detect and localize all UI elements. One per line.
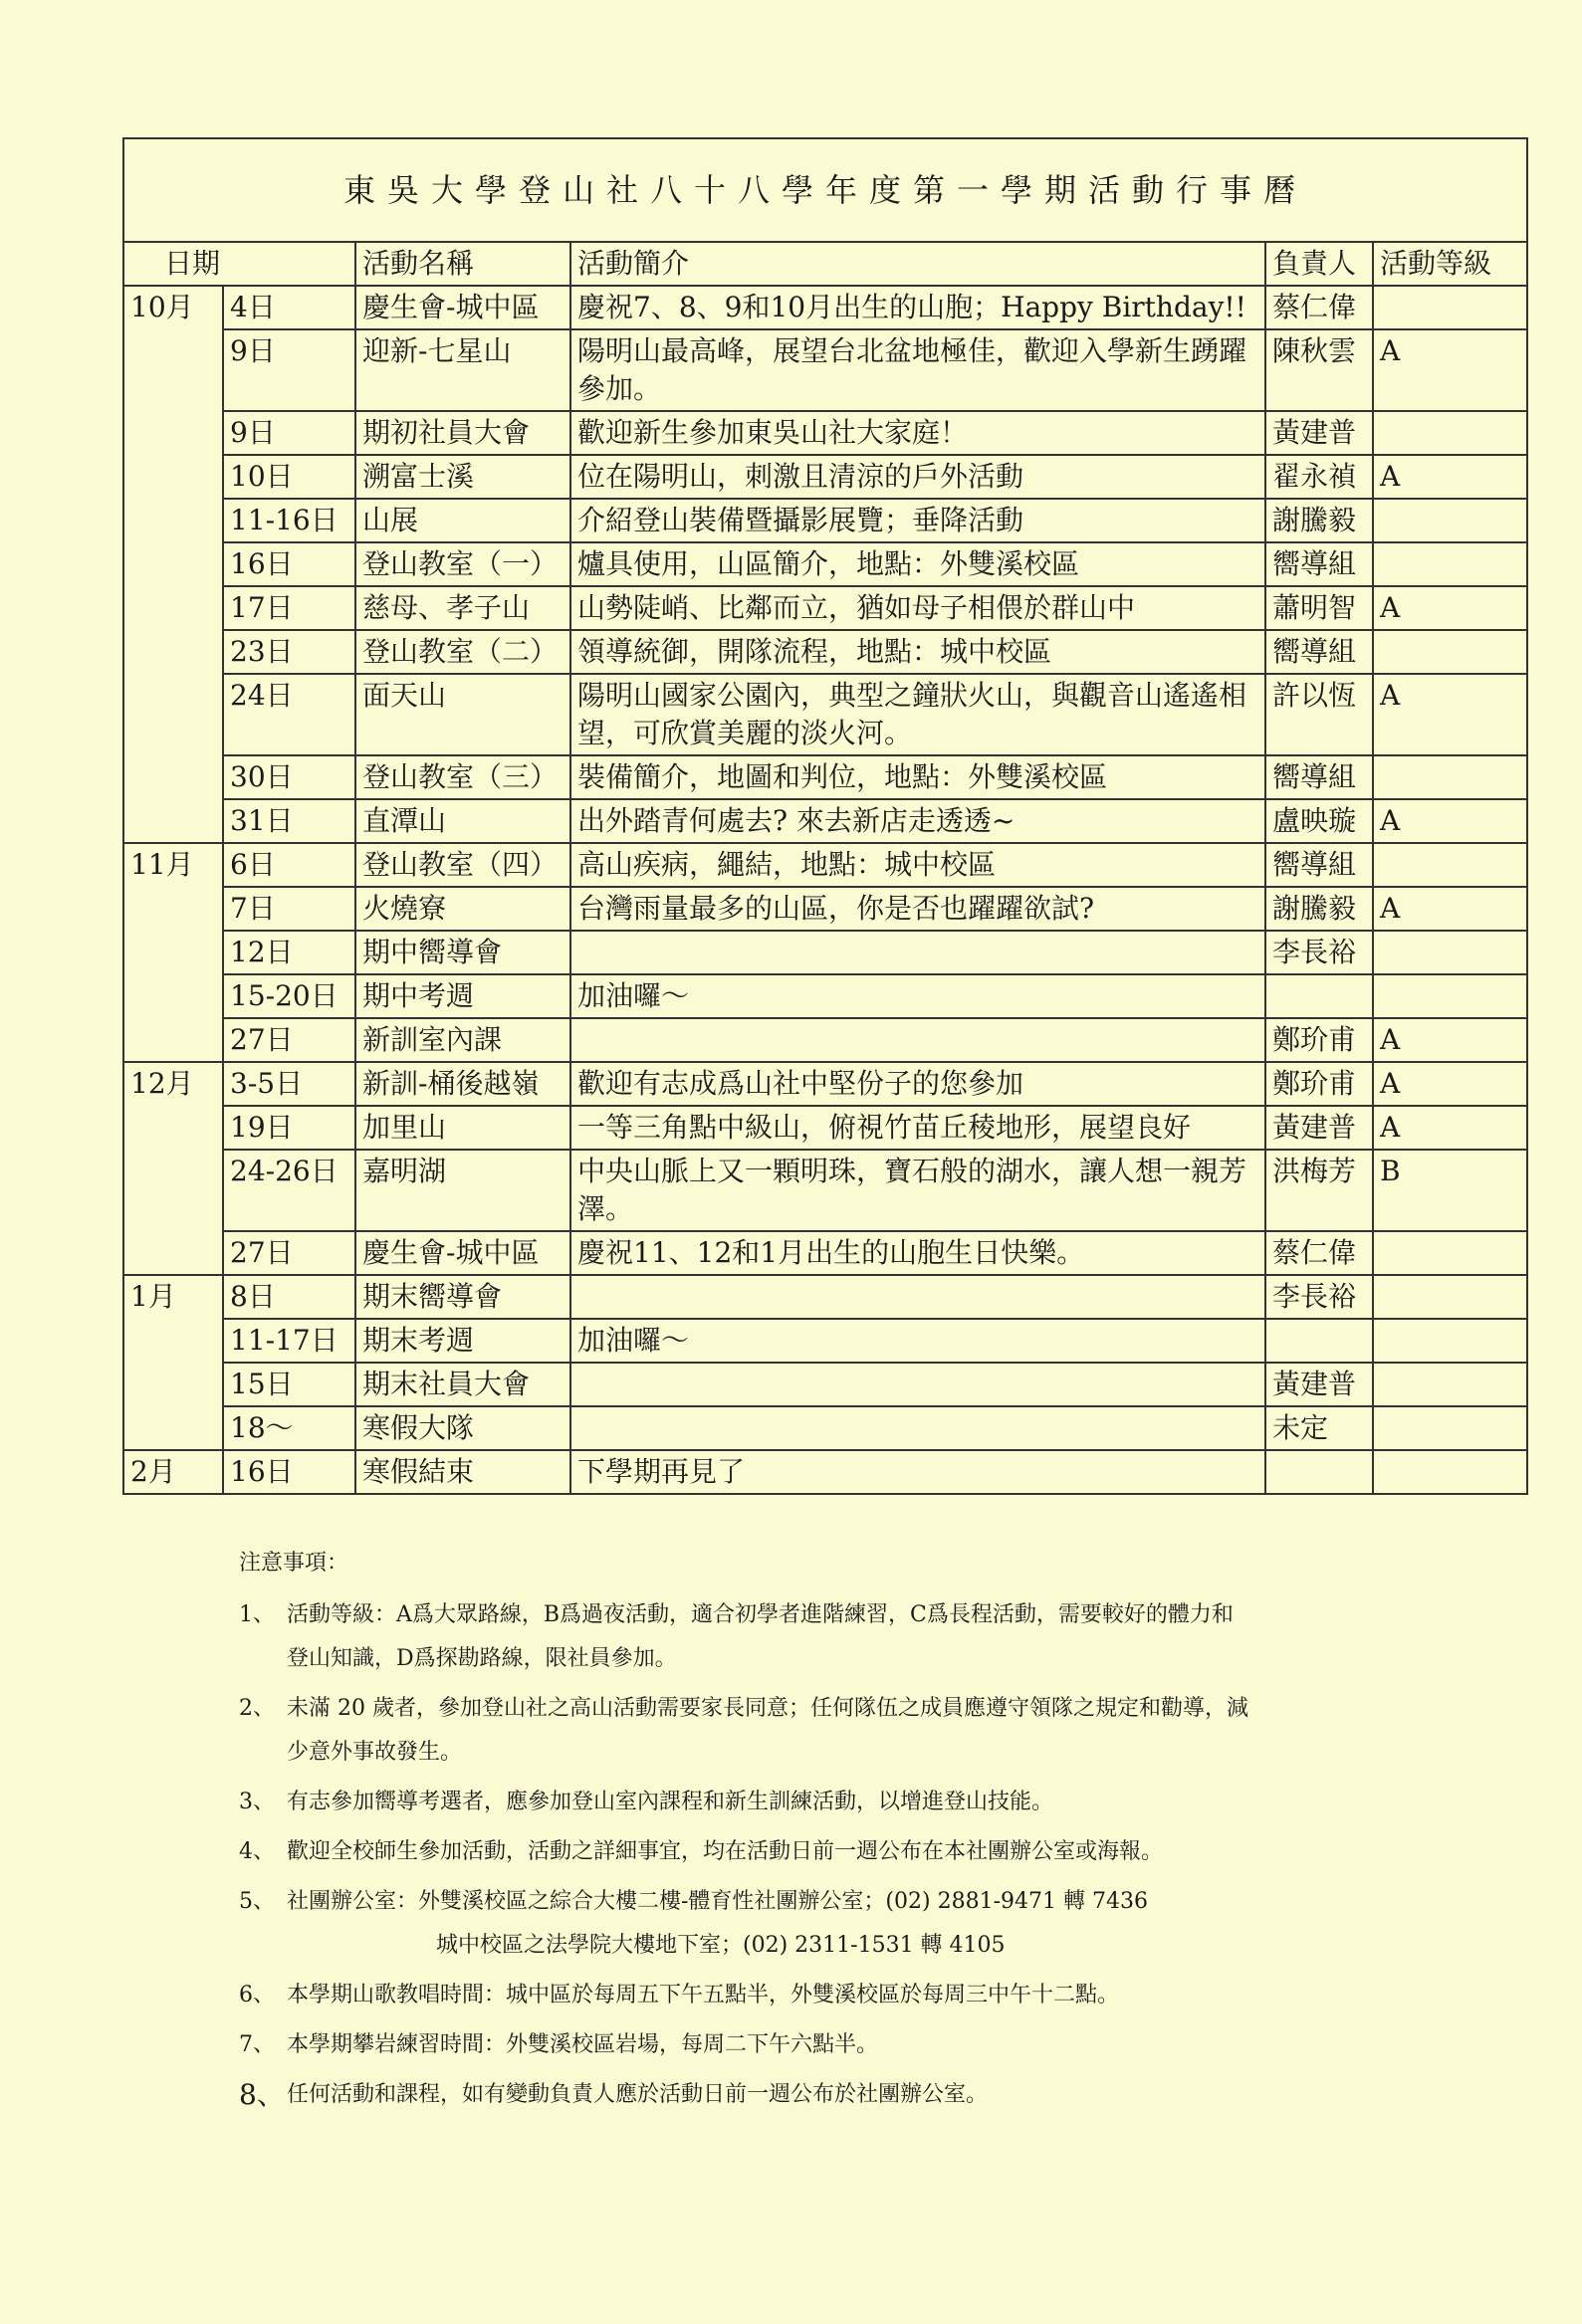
note-text: 未滿 20 歲者，參加登山社之高山活動需要家長同意；任何隊伍之成員應遵守領隊之規定和勸導，減 — [287, 1696, 1248, 1721]
owner-cell: 盧映璇 — [1265, 799, 1373, 843]
table-row — [123, 843, 1527, 887]
activity-desc-cell: 下學期再見了 — [570, 1450, 1265, 1494]
note-text: 活動等級：A爲大眾路線，B爲過夜活動，適合初學者進階練習，C爲長程活動，需要較好的體力和 — [287, 1602, 1234, 1627]
day-cell: 7日 — [223, 887, 355, 931]
table-row — [123, 974, 1527, 1018]
table-row — [123, 329, 1527, 411]
level-cell — [1373, 843, 1527, 887]
level-cell — [1373, 1363, 1527, 1406]
level-cell: A — [1373, 1106, 1527, 1150]
day-cell: 16日 — [223, 542, 355, 586]
table-row — [123, 1406, 1527, 1450]
owner-cell: 蔡仁偉 — [1265, 1231, 1373, 1275]
note-text: 本學期攀岩練習時間：外雙溪校區岩場，每周二下午六點半。 — [287, 2032, 879, 2057]
activity-desc-cell — [570, 1018, 1265, 1062]
activity-desc-cell: 慶祝7、8、9和10月出生的山胞；Happy Birthday!! — [570, 286, 1265, 329]
day-cell: 12日 — [223, 931, 355, 974]
notes-list — [239, 1599, 1473, 2111]
owner-cell — [1265, 974, 1373, 1018]
owner-cell: 嚮導組 — [1265, 542, 1373, 586]
owner-cell: 黃建普 — [1265, 1363, 1373, 1406]
table-row — [123, 799, 1527, 843]
activity-name-cell: 登山教室（一） — [355, 542, 570, 586]
activity-desc-cell: 歡迎新生參加東吳山社大家庭！ — [570, 411, 1265, 455]
owner-cell: 翟永禎 — [1265, 455, 1373, 499]
day-cell: 11-17日 — [223, 1319, 355, 1363]
owner-cell: 蕭明智 — [1265, 586, 1373, 630]
table-header-row — [123, 242, 1527, 286]
day-cell: 3-5日 — [223, 1062, 355, 1106]
owner-cell: 嚮導組 — [1265, 755, 1373, 799]
notes-heading: 注意事項： — [239, 1551, 349, 1576]
day-cell: 9日 — [223, 411, 355, 455]
activity-name-cell: 迎新-七星山 — [355, 329, 570, 411]
level-cell: A — [1373, 455, 1527, 499]
month-cell: 11月 — [123, 843, 223, 1062]
day-cell: 27日 — [223, 1018, 355, 1062]
activity-desc-cell: 介紹登山裝備暨攝影展覽；垂降活動 — [570, 499, 1265, 542]
activity-name-cell: 面天山 — [355, 674, 570, 755]
note-item — [239, 1693, 1473, 1769]
level-cell: A — [1373, 799, 1527, 843]
level-cell — [1373, 1275, 1527, 1319]
note-text-continued: 少意外事故發生。 — [287, 1740, 463, 1765]
activity-name-cell: 慈母、孝子山 — [355, 586, 570, 630]
day-cell: 24-26日 — [223, 1150, 355, 1231]
level-cell — [1373, 1406, 1527, 1450]
level-cell: A — [1373, 1062, 1527, 1106]
owner-cell: 嚮導組 — [1265, 630, 1373, 674]
table-row — [123, 286, 1527, 329]
activity-desc-cell — [570, 1406, 1265, 1450]
activity-desc-cell: 歡迎有志成爲山社中堅份子的您參加 — [570, 1062, 1265, 1106]
level-cell — [1373, 286, 1527, 329]
level-cell — [1373, 931, 1527, 974]
table-row — [123, 1450, 1527, 1494]
note-number: 6、 — [239, 1983, 275, 2007]
day-cell: 15日 — [223, 1363, 355, 1406]
level-cell: A — [1373, 887, 1527, 931]
table-row — [123, 1062, 1527, 1106]
owner-cell: 嚮導組 — [1265, 843, 1373, 887]
day-cell: 30日 — [223, 755, 355, 799]
table-row — [123, 1231, 1527, 1275]
table-row — [123, 586, 1527, 630]
table-row — [123, 931, 1527, 974]
activity-name-cell: 新訓-桶後越嶺 — [355, 1062, 570, 1106]
activity-desc-cell: 加油囉～ — [570, 1319, 1265, 1363]
day-cell: 27日 — [223, 1231, 355, 1275]
header-desc: 活動簡介 — [570, 242, 1265, 286]
activity-name-cell: 期中考週 — [355, 974, 570, 1018]
level-cell: A — [1373, 1018, 1527, 1062]
activity-name-cell: 寒假結束 — [355, 1450, 570, 1494]
day-cell: 31日 — [223, 799, 355, 843]
activity-name-cell: 期初社員大會 — [355, 411, 570, 455]
activity-desc-cell: 爐具使用，山區簡介，地點：外雙溪校區 — [570, 542, 1265, 586]
owner-cell: 未定 — [1265, 1406, 1373, 1450]
month-cell: 2月 — [123, 1450, 223, 1494]
day-cell: 23日 — [223, 630, 355, 674]
level-cell — [1373, 755, 1527, 799]
day-cell: 9日 — [223, 329, 355, 411]
level-cell — [1373, 1450, 1527, 1494]
activity-name-cell: 溯富士溪 — [355, 455, 570, 499]
note-item — [239, 1787, 1473, 1818]
day-cell: 17日 — [223, 586, 355, 630]
activity-desc-cell: 中央山脈上又一顆明珠，寶石般的湖水，讓人想一親芳澤。 — [570, 1150, 1265, 1231]
note-text-continued: 登山知識，D爲探勘路線，限社員參加。 — [287, 1646, 677, 1671]
note-number: 2、 — [239, 1696, 275, 1721]
activity-name-cell: 火燒寮 — [355, 887, 570, 931]
day-cell: 6日 — [223, 843, 355, 887]
table-row — [123, 499, 1527, 542]
table-row — [123, 630, 1527, 674]
header-owner: 負責人 — [1265, 242, 1373, 286]
day-cell: 15-20日 — [223, 974, 355, 1018]
note-text-indented: 城中校區之法學院大樓地下室；(02) 2311-1531 轉 4105 — [436, 1933, 1006, 1958]
day-cell: 16日 — [223, 1450, 355, 1494]
table-row — [123, 1018, 1527, 1062]
note-number: 4、 — [239, 1839, 275, 1864]
month-cell: 10月 — [123, 286, 223, 843]
owner-cell: 李長裕 — [1265, 931, 1373, 974]
note-text: 本學期山歌教唱時間：城中區於每周五下午五點半，外雙溪校區於每周三中午十二點。 — [287, 1983, 1120, 2007]
note-text: 任何活動和課程，如有變動負責人應於活動日前一週公布於社團辦公室。 — [287, 2082, 989, 2107]
note-item — [239, 1599, 1473, 1675]
activity-name-cell: 寒假大隊 — [355, 1406, 570, 1450]
day-cell: 19日 — [223, 1106, 355, 1150]
note-item — [239, 1980, 1473, 2011]
activity-name-cell: 慶生會-城中區 — [355, 286, 570, 329]
header-level: 活動等級 — [1373, 242, 1527, 286]
activity-desc-cell: 一等三角點中級山，俯視竹苗丘稜地形，展望良好 — [570, 1106, 1265, 1150]
note-text: 歡迎全校師生參加活動，活動之詳細事宜，均在活動日前一週公布在本社團辦公室或海報。 — [287, 1839, 1164, 1864]
note-number: 8、 — [239, 2078, 285, 2111]
owner-cell: 洪梅芳 — [1265, 1150, 1373, 1231]
day-cell: 8日 — [223, 1275, 355, 1319]
activity-name-cell: 登山教室（三） — [355, 755, 570, 799]
table-row — [123, 887, 1527, 931]
table-row — [123, 1319, 1527, 1363]
activity-name-cell: 直潭山 — [355, 799, 570, 843]
activity-desc-cell: 加油囉～ — [570, 974, 1265, 1018]
activity-name-cell: 期末嚮導會 — [355, 1275, 570, 1319]
level-cell — [1373, 1231, 1527, 1275]
activity-desc-cell: 慶祝11、12和1月出生的山胞生日快樂。 — [570, 1231, 1265, 1275]
activity-desc-cell: 裝備簡介，地圖和判位，地點：外雙溪校區 — [570, 755, 1265, 799]
activity-name-cell: 新訓室內課 — [355, 1018, 570, 1062]
note-number: 1、 — [239, 1602, 275, 1627]
owner-cell: 謝騰毅 — [1265, 887, 1373, 931]
owner-cell: 黃建普 — [1265, 1106, 1373, 1150]
level-cell: A — [1373, 674, 1527, 755]
activity-name-cell: 嘉明湖 — [355, 1150, 570, 1231]
activity-desc-cell — [570, 1363, 1265, 1406]
day-cell: 4日 — [223, 286, 355, 329]
schedule-table — [122, 137, 1528, 1495]
owner-cell: 謝騰毅 — [1265, 499, 1373, 542]
owner-cell: 陳秋雲 — [1265, 329, 1373, 411]
activity-desc-cell — [570, 931, 1265, 974]
note-item — [239, 2029, 1473, 2061]
activity-name-cell: 加里山 — [355, 1106, 570, 1150]
note-number: 7、 — [239, 2032, 275, 2057]
level-cell — [1373, 499, 1527, 542]
activity-name-cell: 慶生會-城中區 — [355, 1231, 570, 1275]
level-cell — [1373, 411, 1527, 455]
activity-desc-cell: 出外踏青何處去? 來去新店走透透~ — [570, 799, 1265, 843]
table-row — [123, 542, 1527, 586]
activity-desc-cell: 山勢陡峭、比鄰而立，猶如母子相偎於群山中 — [570, 586, 1265, 630]
table-row — [123, 1150, 1527, 1231]
day-cell: 18～ — [223, 1406, 355, 1450]
table-row — [123, 1275, 1527, 1319]
activity-name-cell: 期末考週 — [355, 1319, 570, 1363]
activity-name-cell: 期末社員大會 — [355, 1363, 570, 1406]
day-cell: 10日 — [223, 455, 355, 499]
month-cell: 12月 — [123, 1062, 223, 1275]
owner-cell: 鄭玠甫 — [1265, 1062, 1373, 1106]
header-date: 日期 — [123, 242, 355, 286]
schedule-body — [123, 286, 1527, 1494]
level-cell — [1373, 974, 1527, 1018]
activity-name-cell: 期中嚮導會 — [355, 931, 570, 974]
activity-desc-cell: 位在陽明山，刺激且清涼的戶外活動 — [570, 455, 1265, 499]
activity-name-cell: 山展 — [355, 499, 570, 542]
notes-section — [239, 1548, 1473, 2129]
activity-name-cell: 登山教室（四） — [355, 843, 570, 887]
level-cell — [1373, 542, 1527, 586]
table-row — [123, 1363, 1527, 1406]
level-cell: A — [1373, 329, 1527, 411]
level-cell — [1373, 1319, 1527, 1363]
activity-desc-cell: 陽明山國家公園內，典型之鐘狀火山，與觀音山遙遙相望，可欣賞美麗的淡火河。 — [570, 674, 1265, 755]
owner-cell — [1265, 1319, 1373, 1363]
note-text: 有志參加嚮導考選者，應參加登山室內課程和新生訓練活動，以增進登山技能。 — [287, 1790, 1054, 1814]
owner-cell: 鄭玠甫 — [1265, 1018, 1373, 1062]
activity-name-cell: 登山教室（二） — [355, 630, 570, 674]
owner-cell: 蔡仁偉 — [1265, 286, 1373, 329]
activity-desc-cell: 台灣雨量最多的山區，你是否也躍躍欲試? — [570, 887, 1265, 931]
owner-cell — [1265, 1450, 1373, 1494]
table-row — [123, 411, 1527, 455]
note-number: 3、 — [239, 1790, 275, 1814]
day-cell: 11-16日 — [223, 499, 355, 542]
note-text: 社團辦公室：外雙溪校區之綜合大樓二樓-體育性社團辦公室；(02) 2881-9471 轉 7436 — [287, 1889, 1148, 1914]
level-cell: A — [1373, 586, 1527, 630]
level-cell: B — [1373, 1150, 1527, 1231]
activity-desc-cell: 陽明山最高峰，展望台北盆地極佳，歡迎入學新生踴躍參加。 — [570, 329, 1265, 411]
owner-cell: 李長裕 — [1265, 1275, 1373, 1319]
activity-desc-cell: 高山疾病，繩結，地點：城中校區 — [570, 843, 1265, 887]
table-row — [123, 755, 1527, 799]
level-cell — [1373, 630, 1527, 674]
month-cell: 1月 — [123, 1275, 223, 1450]
note-item — [239, 1886, 1473, 1962]
day-cell: 24日 — [223, 674, 355, 755]
header-name: 活動名稱 — [355, 242, 570, 286]
activity-desc-cell — [570, 1275, 1265, 1319]
note-item — [239, 2079, 1473, 2111]
table-row — [123, 455, 1527, 499]
note-number: 5、 — [239, 1889, 275, 1914]
note-item — [239, 1836, 1473, 1868]
owner-cell: 黃建普 — [1265, 411, 1373, 455]
table-row — [123, 1106, 1527, 1150]
page-title: 東吳大學登山社八十八學年度第一學期活動行事曆 — [123, 138, 1527, 242]
table-row — [123, 674, 1527, 755]
activity-desc-cell: 領導統御，開隊流程，地點：城中校區 — [570, 630, 1265, 674]
owner-cell: 許以恆 — [1265, 674, 1373, 755]
